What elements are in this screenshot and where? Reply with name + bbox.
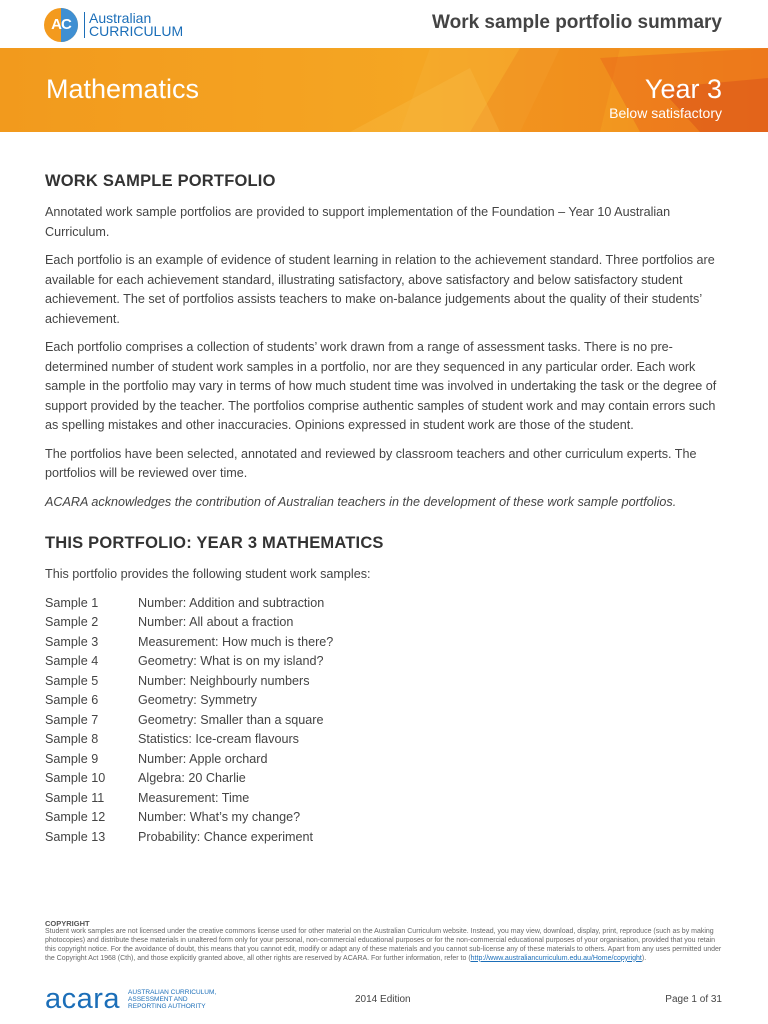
sample-title: Number: Apple orchard [138, 751, 268, 766]
list-item [45, 750, 725, 770]
list-item [45, 652, 725, 672]
paragraph: The portfolios have been selected, annotated and reviewed by classroom teachers and other curriculum experts. The portfolios will be reviewed over time. [45, 446, 697, 480]
sample-title: Statistics: Ice-cream flavours [138, 732, 299, 746]
page-header [0, 0, 768, 48]
list-item [45, 711, 725, 731]
sample-number: Sample 6 [45, 693, 99, 707]
list-item [45, 730, 725, 750]
acara-logo [45, 984, 218, 1014]
australian-curriculum-logo [44, 8, 183, 42]
list-item [45, 808, 725, 828]
page-number: Page 1 of 31 [665, 994, 722, 1005]
sample-title: Measurement: How much is there? [138, 634, 334, 649]
sample-number: Sample 13 [45, 829, 106, 844]
sample-number: Sample 4 [45, 654, 99, 668]
sample-number: Sample 9 [45, 751, 99, 766]
edition-label: 2014 Edition [355, 994, 411, 1005]
subject-title: Mathematics [46, 74, 200, 104]
sample-number: Sample 10 [45, 771, 106, 785]
sample-number: Sample 8 [45, 732, 99, 746]
sample-number: Sample 5 [45, 673, 99, 688]
ac-logo-icon: AC [44, 8, 78, 42]
logo-wordmark: Australian CURRICULUM [84, 12, 183, 38]
sample-title: Number: Addition and subtraction [138, 595, 325, 610]
paragraph: Each portfolio is an example of evidence of student learning in relation to the achievement standard. Three portfolios are available for each achievement standard, illustrating satisfactory, above satisfactory and below satisfactory student achievement. The set of portfolios assists teachers to make on-balance judgements about the quality of their students’ achievement. [45, 253, 715, 326]
list-item [45, 613, 725, 633]
list-item [45, 691, 725, 711]
paragraph: Each portfolio comprises a collection of students’ work drawn from a range of assessment tasks. There is no pre-determined number of student work samples in a portfolio, nor are they sequenced in any particular order. Each work sample in the portfolio may vary in terms of how much student time was involved in undertaking the task or the degree of support provided by the teacher. The portfolios comprise authentic samples of student work and may contain errors such as spelling mistakes and other inaccuracies. Opinions expressed in student work are those of the student. [45, 340, 717, 432]
copyright-link[interactable]: http://www.australiancurriculum.edu.au/Home/copyright [470, 954, 642, 962]
list-item [45, 672, 725, 692]
document-title: Work sample portfolio summary [432, 12, 722, 33]
section-heading-work-sample-portfolio: WORK SAMPLE PORTFOLIO [45, 172, 276, 190]
copyright-text: Student work samples are not licensed under the creative commons license used for other material on the Australian Curriculum website. Instead, you may view, download, display, print, reproduce (such as by making photocopies) and distribute these materials in unaltered form only for your personal, non-commercial educational purposes or for the non-commercial educational purposes of your organisation, provided that you retain this copyright notice. For the avoidance of doubt, this means that you cannot edit, modify or adapt any of these materials and you cannot sub-license any of these materials to others. Apart from any uses permitted under the Copyright Act 1968 (Cth), and those explicitly granted above, all other rights are reserved by ACARA. For further information, refer to (http://www.australiancurriculum.edu.au/Home/copyright). [45, 928, 722, 962]
list-item [45, 594, 725, 614]
sample-number: Sample 7 [45, 712, 99, 727]
sample-list [45, 594, 725, 848]
sample-title: Measurement: Time [138, 790, 250, 805]
sample-number: Sample 12 [45, 810, 106, 824]
sample-title: Number: Neighbourly numbers [138, 673, 310, 688]
section-heading-this-portfolio: THIS PORTFOLIO: YEAR 3 MATHEMATICS [45, 534, 384, 552]
acara-full-name: AUSTRALIAN CURRICULUM, ASSESSMENT AND REPORTING AUTHORITY [128, 988, 217, 1010]
sample-number: Sample 3 [45, 634, 99, 649]
sample-number: Sample 2 [45, 615, 99, 629]
sample-title: Geometry: Smaller than a square [138, 712, 324, 727]
list-item [45, 633, 725, 653]
sample-title: Number: All about a fraction [138, 615, 294, 629]
subject-banner [0, 48, 768, 132]
samples-intro: This portfolio provides the following student work samples: [45, 567, 371, 581]
sample-title: Probability: Chance experiment [138, 829, 314, 844]
sample-title: Number: What’s my change? [138, 810, 301, 824]
list-item [45, 769, 725, 789]
sample-title: Geometry: What is on my island? [138, 654, 324, 668]
sample-title: Geometry: Symmetry [138, 693, 257, 707]
sample-title: Algebra: 20 Charlie [138, 771, 246, 785]
sample-number: Sample 11 [45, 790, 105, 805]
list-item [45, 789, 725, 809]
sample-number: Sample 1 [45, 595, 99, 610]
acknowledgement: ACARA acknowledges the contribution of Australian teachers in the development of these work sample portfolios. [45, 494, 677, 509]
copyright-notice [45, 919, 723, 964]
year-level: Year 3 [644, 74, 722, 104]
main-content [45, 172, 725, 847]
copyright-heading: COPYRIGHT [45, 919, 90, 928]
list-item [45, 828, 725, 848]
paragraph: Annotated work sample portfolios are provided to support implementation of the Foundation – Year 10 Australian Curriculum. [45, 205, 671, 239]
acara-wordmark: acara [45, 983, 121, 1015]
achievement-level: Below satisfactory [609, 105, 722, 121]
